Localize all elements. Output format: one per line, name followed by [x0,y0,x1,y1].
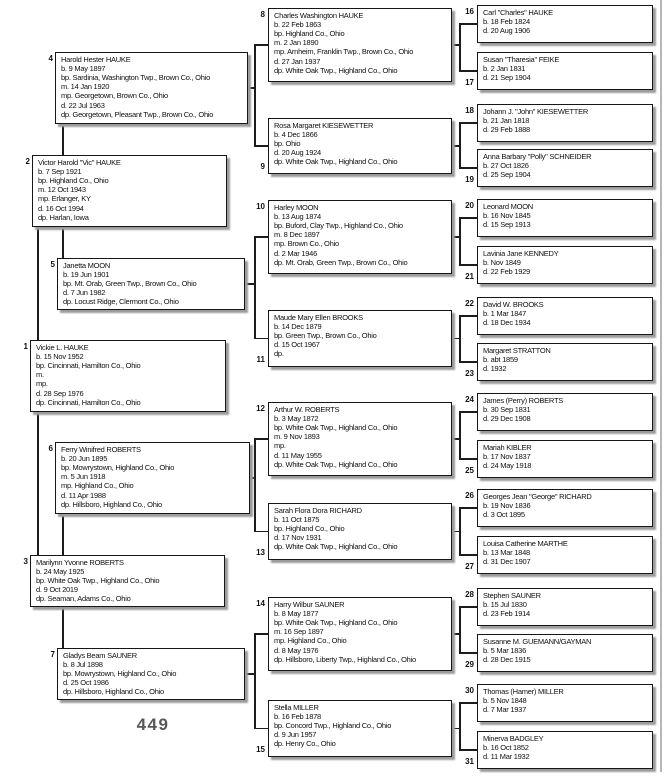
person-box-10 [268,200,452,274]
connector-line [255,438,268,440]
person-number-24: 24 [465,395,474,404]
person-box-31 [477,731,653,769]
connector-line [37,411,39,556]
person-detail: dp. Harlan, Iowa [38,212,89,222]
person-detail: m. 16 Sep 1897 [274,627,324,637]
person-number-1: 1 [23,342,28,351]
connector-line [460,606,477,608]
person-detail: dp. White Oak Twp., Highland Co., Ohio [274,65,398,75]
person-number-9: 9 [260,162,265,171]
person-detail: mp. Georgetown, Brown Co., Ohio [61,91,168,101]
person-box-27 [477,536,653,574]
person-box-16 [477,5,653,43]
connector-line [460,554,477,556]
person-box-28 [477,588,653,626]
person-detail: d. 22 Feb 1929 [483,266,530,276]
person-detail: b. 5 Mar 1836 [483,645,527,655]
person-box-2 [32,155,227,227]
person-detail: b. 5 Nov 1848 [483,695,527,705]
person-name: Janetta MOON [63,260,111,270]
person-box-22 [477,297,653,335]
connector-line [460,749,477,751]
connector-line [255,728,268,730]
person-box-17 [477,52,653,90]
person-name: Susanne M. GUEMANN/GAYMAN [483,636,592,646]
person-box-14 [268,597,452,671]
person-detail: d. 28 Sep 1976 [36,388,84,398]
person-detail: dp. Georgetown, Pleasant Twp., Brown Co., Ohio [61,109,214,119]
person-detail: b. 8 May 1877 [274,608,319,618]
person-name: Rosa Margaret KIESEWETTER [274,120,374,130]
person-detail: dp. White Oak Twp., Highland Co., Ohio [274,459,398,469]
person-number-8: 8 [260,10,265,19]
person-detail: b. 16 Feb 1878 [274,711,321,721]
person-detail: m. 12 Oct 1943 [38,185,86,195]
person-detail: bp. Green Twp., Brown Co., Ohio [274,330,377,340]
person-detail: d. 28 Dec 1915 [483,654,531,664]
connector-line [460,315,477,317]
page-number: 449 [136,715,170,734]
person-detail: m. 9 Nov 1893 [274,432,320,442]
person-detail: bp. White Oak Twp., Highland Co., Ohio [274,422,398,432]
person-detail: b. 14 Dec 1879 [274,321,322,331]
connector-line [460,264,477,266]
connector-line [460,411,477,413]
person-name: Georges Jean "George" RICHARD [483,491,592,501]
person-detail: d. 9 Oct 2019 [36,585,78,595]
connector-line [459,315,461,363]
connector-line [459,507,461,556]
person-detail: b. 19 Nov 1836 [483,500,531,510]
connector-line [254,236,256,339]
connector-line [460,122,477,124]
person-detail: mp. [274,441,286,451]
person-detail: d. 17 Nov 1931 [274,533,322,543]
person-detail: m. 5 Jun 1918 [61,472,106,482]
person-name: James (Perry) ROBERTS [483,395,564,405]
person-detail: d. 2 Mar 1946 [274,248,318,258]
person-detail: dp. [274,349,284,359]
person-detail: d. 1932 [483,363,507,373]
person-detail: bp. Buford, Clay Twp., Highland Co., Ohio [274,220,403,230]
connector-line [459,217,461,266]
person-detail: m. 8 Dec 1897 [274,230,320,240]
person-detail: dp. Henry Co., Ohio [274,739,336,749]
connector-line [255,145,268,147]
connector-line [62,123,64,156]
person-box-9 [268,118,452,174]
person-box-11 [268,310,452,367]
person-name: Marilynn Yvonne ROBERTS [36,557,124,567]
person-box-19 [477,149,653,187]
person-name: Gladys Beam SAUNER [63,650,137,660]
connector-line [459,122,461,169]
person-detail: b. 24 May 1925 [36,566,85,576]
person-detail: b. 13 Mar 1848 [483,547,530,557]
person-number-25: 25 [465,466,474,475]
person-detail: b. 2 Jan 1831 [483,63,526,73]
connector-line [460,217,477,219]
person-detail: b. 30 Sep 1831 [483,404,531,414]
person-box-8 [268,8,452,82]
person-box-18 [477,104,653,142]
person-detail: m. 2 Jan 1890 [274,38,319,48]
connector-line [459,411,461,460]
person-detail: d. 23 Feb 1914 [483,608,530,618]
person-name: Susan "Tharesia" FEIKE [483,54,560,64]
person-number-7: 7 [50,650,55,659]
person-box-7 [57,648,245,700]
person-detail: mp. Highland Co., Ohio [61,481,134,491]
person-name: Maude Mary Ellen BROOKS [274,312,363,322]
connector-line [459,702,461,751]
connector-line [459,23,461,72]
person-detail: b. 3 May 1872 [274,413,319,423]
person-box-13 [268,503,452,560]
connector-line [460,507,477,509]
person-detail: bp. White Oak Twp., Highland Co., Ohio [36,575,160,585]
person-detail: d. 15 Oct 1967 [274,340,320,350]
person-box-26 [477,489,653,527]
connector-line [459,606,461,654]
person-detail: bp. Mt. Orab, Green Twp., Brown Co., Ohio [63,278,197,288]
person-number-18: 18 [465,106,474,115]
person-name: Louisa Catherine MARTHE [483,538,568,548]
person-detail: b. 15 Nov 1952 [36,351,84,361]
person-number-10: 10 [256,202,265,211]
person-detail: m. [36,370,44,380]
person-detail: b. 9 May 1897 [61,63,106,73]
person-detail: dp. Mt. Orab, Green Twp., Brown Co., Ohio [274,257,408,267]
person-detail: d. 3 Oct 1895 [483,509,525,519]
person-number-21: 21 [465,272,474,281]
person-detail: dp. White Oak Twp., Highland Co., Ohio [274,542,398,552]
person-detail: d. 27 Jan 1937 [274,56,321,66]
connector-line [62,226,64,259]
person-detail: b. 13 Aug 1874 [274,211,321,221]
person-detail: b. 8 Jul 1898 [63,659,103,669]
person-box-29 [477,634,653,672]
connector-line [255,531,268,533]
person-detail: d. 25 Oct 1986 [63,678,109,688]
connector-line [255,338,268,340]
person-number-5: 5 [50,260,55,269]
person-name: Carl "Charles" HAUKE [483,7,553,17]
connector-line [255,236,268,238]
person-detail: m. 14 Jan 1920 [61,82,110,92]
person-name: Harley MOON [274,202,319,212]
person-number-17: 17 [465,78,474,87]
connector-line [460,70,477,72]
person-name: Anna Barbary "Polly" SCHNEIDER [483,151,592,161]
person-detail: d. 29 Dec 1908 [483,413,531,423]
person-detail: b. 22 Feb 1863 [274,19,321,29]
person-detail: dp. Hillsboro, Highland Co., Ohio [63,687,164,697]
person-number-11: 11 [256,355,265,364]
connector-line [460,702,477,704]
page-scan-edge [660,0,662,772]
person-box-23 [477,343,653,381]
person-name: Arthur W. ROBERTS [274,404,340,414]
person-detail: d. 7 Mar 1937 [483,704,527,714]
person-number-31: 31 [465,757,474,766]
person-number-14: 14 [256,599,265,608]
person-detail: b. 17 Nov 1837 [483,451,531,461]
person-detail: b. 19 Jun 1901 [63,269,110,279]
person-detail: d. 24 May 1918 [483,460,532,470]
person-detail: b. 21 Jan 1818 [483,115,530,125]
person-detail: dp. Locust Ridge, Clermont Co., Ohio [63,297,179,307]
person-number-16: 16 [465,7,474,16]
person-detail: b. 16 Oct 1852 [483,742,529,752]
person-detail: bp. Ohio [274,138,301,148]
person-detail: d. 25 Sep 1904 [483,169,531,179]
person-name: Ferry Winifred ROBERTS [61,444,141,454]
connector-line [255,633,268,635]
person-number-2: 2 [25,157,30,166]
connector-line [62,513,64,556]
person-detail: mp. Erlanger, KY [38,194,91,204]
person-detail: d. 29 Feb 1888 [483,124,530,134]
person-detail: d. 11 May 1955 [274,450,322,460]
person-number-23: 23 [465,369,474,378]
person-name: David W. BROOKS [483,299,544,309]
person-detail: d. 20 Aug 1906 [483,25,530,35]
person-number-15: 15 [256,745,265,754]
person-detail: d. 31 Dec 1907 [483,556,531,566]
person-box-20 [477,199,653,237]
connector-line [460,458,477,460]
connector-line [62,606,64,649]
person-box-6 [55,442,250,514]
person-box-21 [477,246,653,284]
person-detail: d. 18 Dec 1934 [483,317,531,327]
person-detail: b. 15 Jul 1830 [483,599,527,609]
person-number-30: 30 [465,686,474,695]
person-number-3: 3 [23,557,28,566]
person-detail: b. 4 Dec 1866 [274,129,318,139]
person-box-25 [477,440,653,478]
person-detail: mp. [36,379,48,389]
person-name: Sarah Flora Dora RICHARD [274,505,362,515]
person-detail: b. abt 1859 [483,354,518,364]
person-detail: b. 27 Oct 1826 [483,160,529,170]
connector-line [460,361,477,363]
person-box-5 [57,258,245,310]
person-detail: b. 11 Oct 1875 [274,514,320,524]
person-number-28: 28 [465,590,474,599]
person-box-4 [55,52,248,124]
person-number-26: 26 [465,491,474,500]
person-detail: b. 7 Sep 1921 [38,166,82,176]
person-detail: d. 7 Jun 1982 [63,288,106,298]
connector-line [460,652,477,654]
person-detail: bp. White Oak Twp., Highland Co., Ohio [274,617,398,627]
person-number-27: 27 [465,562,474,571]
connector-line [460,23,477,25]
person-detail: dp. Hillsboro, Liberty Twp., Highland Co., Ohio [274,654,416,664]
connector-line [254,44,256,147]
person-detail: bp. Highland Co., Ohio [274,523,345,533]
person-detail: bp. Mowrystown, Highland Co., Ohio [61,462,175,472]
person-detail: bp. Cincinnati, Hamilton Co., Ohio [36,360,141,370]
person-name: Mariah KIBLER [483,442,532,452]
person-detail: d. 20 Aug 1924 [274,148,321,158]
connector-line [460,167,477,169]
person-number-6: 6 [48,444,53,453]
connector-line [254,438,256,532]
person-detail: b. Nov 1849 [483,257,521,267]
person-detail: dp. Hillsboro, Highland Co., Ohio [61,499,162,509]
person-name: Charles Washington HAUKE [274,10,364,20]
person-name: Harold Hester HAUKE [61,54,131,64]
person-box-1 [30,340,226,412]
person-number-12: 12 [256,404,265,413]
person-detail: bp. Sardinia, Washington Twp., Brown Co., Ohio [61,72,210,82]
person-detail: d. 22 Jul 1963 [61,100,105,110]
person-box-12 [268,402,452,476]
person-number-29: 29 [465,660,474,669]
person-name: Victor Harold "Vic" HAUKE [38,157,121,167]
person-box-15 [268,700,452,757]
person-detail: bp. Concord Twp., Highland Co., Ohio [274,720,392,730]
person-name: Vickie L. HAUKE [36,342,89,352]
person-number-20: 20 [465,201,474,210]
person-number-22: 22 [465,299,474,308]
person-detail: dp. Cincinnati, Hamilton Co., Ohio [36,397,141,407]
connector-line [255,44,268,46]
person-number-19: 19 [465,175,474,184]
person-name: Harry Wilbur SAUNER [274,599,345,609]
person-name: Stella MILLER [274,702,319,712]
person-detail: mp. Arnheim, Franklin Twp., Brown Co., Ohio [274,47,414,57]
person-number-4: 4 [48,54,53,63]
person-name: Lavinia Jane KENNEDY [483,248,559,258]
person-detail: mp. Brown Co., Ohio [274,239,339,249]
person-detail: dp. Seaman, Adams Co., Ohio [36,594,131,604]
person-detail: dp. White Oak Twp., Highland Co., Ohio [274,157,398,167]
connector-line [37,226,39,341]
person-detail: b. 18 Feb 1824 [483,16,530,26]
person-name: Margaret STRATTON [483,345,551,355]
person-name: Thomas (Hamer) MILLER [483,686,564,696]
person-name: Johann J. "John" KIESEWETTER [483,106,589,116]
connector-line [254,633,256,729]
person-box-24 [477,393,653,431]
person-detail: d. 15 Sep 1913 [483,219,531,229]
person-detail: d. 21 Sep 1904 [483,72,531,82]
person-box-3 [30,555,225,607]
person-detail: bp. Highland Co., Ohio [274,28,345,38]
person-name: Stephen SAUNER [483,590,541,600]
person-number-13: 13 [256,548,265,557]
person-detail: b. 20 Jun 1895 [61,453,108,463]
person-detail: d. 16 Oct 1994 [38,203,84,213]
person-box-30 [477,684,653,722]
person-name: Leonard MOON [483,201,533,211]
person-detail: d. 11 Apr 1988 [61,490,106,500]
person-detail: b. 16 Nov 1845 [483,210,531,220]
person-name: Minerva BADGLEY [483,733,544,743]
person-detail: d. 8 May 1976 [274,645,319,655]
person-detail: bp. Mowrystown, Highland Co., Ohio [63,668,177,678]
person-detail: d. 9 Jun 1957 [274,730,317,740]
person-detail: d. 11 Mar 1932 [483,751,530,761]
person-detail: mp. Highland Co., Ohio [274,636,347,646]
person-detail: bp. Highland Co., Ohio [38,175,109,185]
person-detail: b. 1 Mar 1847 [483,308,527,318]
